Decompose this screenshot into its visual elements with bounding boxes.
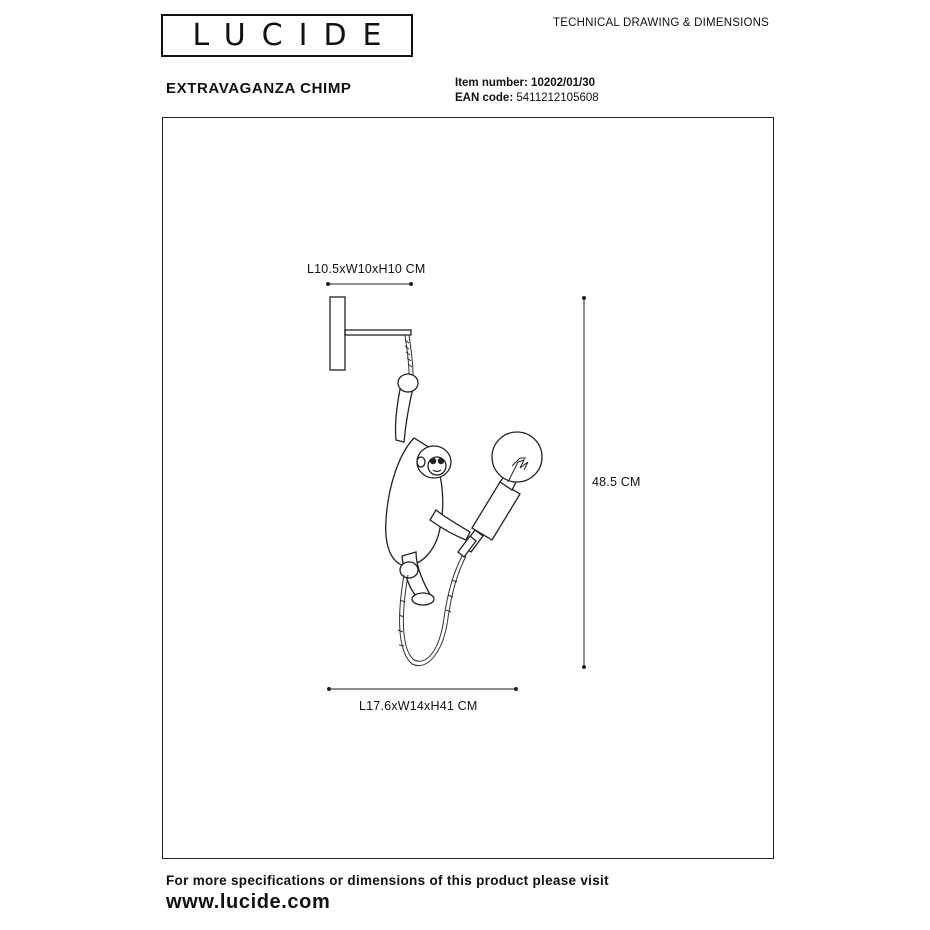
ean-label: EAN code: [455, 92, 514, 104]
wall-bracket [330, 297, 411, 370]
item-number-label: Item number: [455, 77, 528, 89]
bracket-dimension-label: L10.5xW10xH10 CM [307, 262, 426, 276]
ean-value: 5411212105608 [516, 92, 599, 104]
lamp-holder [458, 482, 520, 557]
footer-url-link[interactable]: www.lucide.com [166, 891, 331, 913]
height-dimension-label: 48.5 CM [592, 475, 641, 489]
document-type: TECHNICAL DRAWING & DIMENSIONS [553, 17, 769, 29]
chimp-figure [386, 374, 470, 605]
body-dimension-line [328, 688, 518, 691]
upper-rope [405, 335, 413, 375]
item-number-value: 10202/01/30 [531, 77, 595, 89]
body-dimension-label: L17.6xW14xH41 CM [359, 699, 478, 713]
bracket-dimension-line [327, 283, 413, 286]
footer-text: For more specifications or dimensions of this product please visit [166, 873, 609, 888]
light-bulb [492, 432, 542, 490]
product-title: EXTRAVAGANZA CHIMP [166, 80, 352, 97]
logo-text: LUCIDE [192, 18, 398, 53]
height-dimension-line [583, 297, 586, 669]
